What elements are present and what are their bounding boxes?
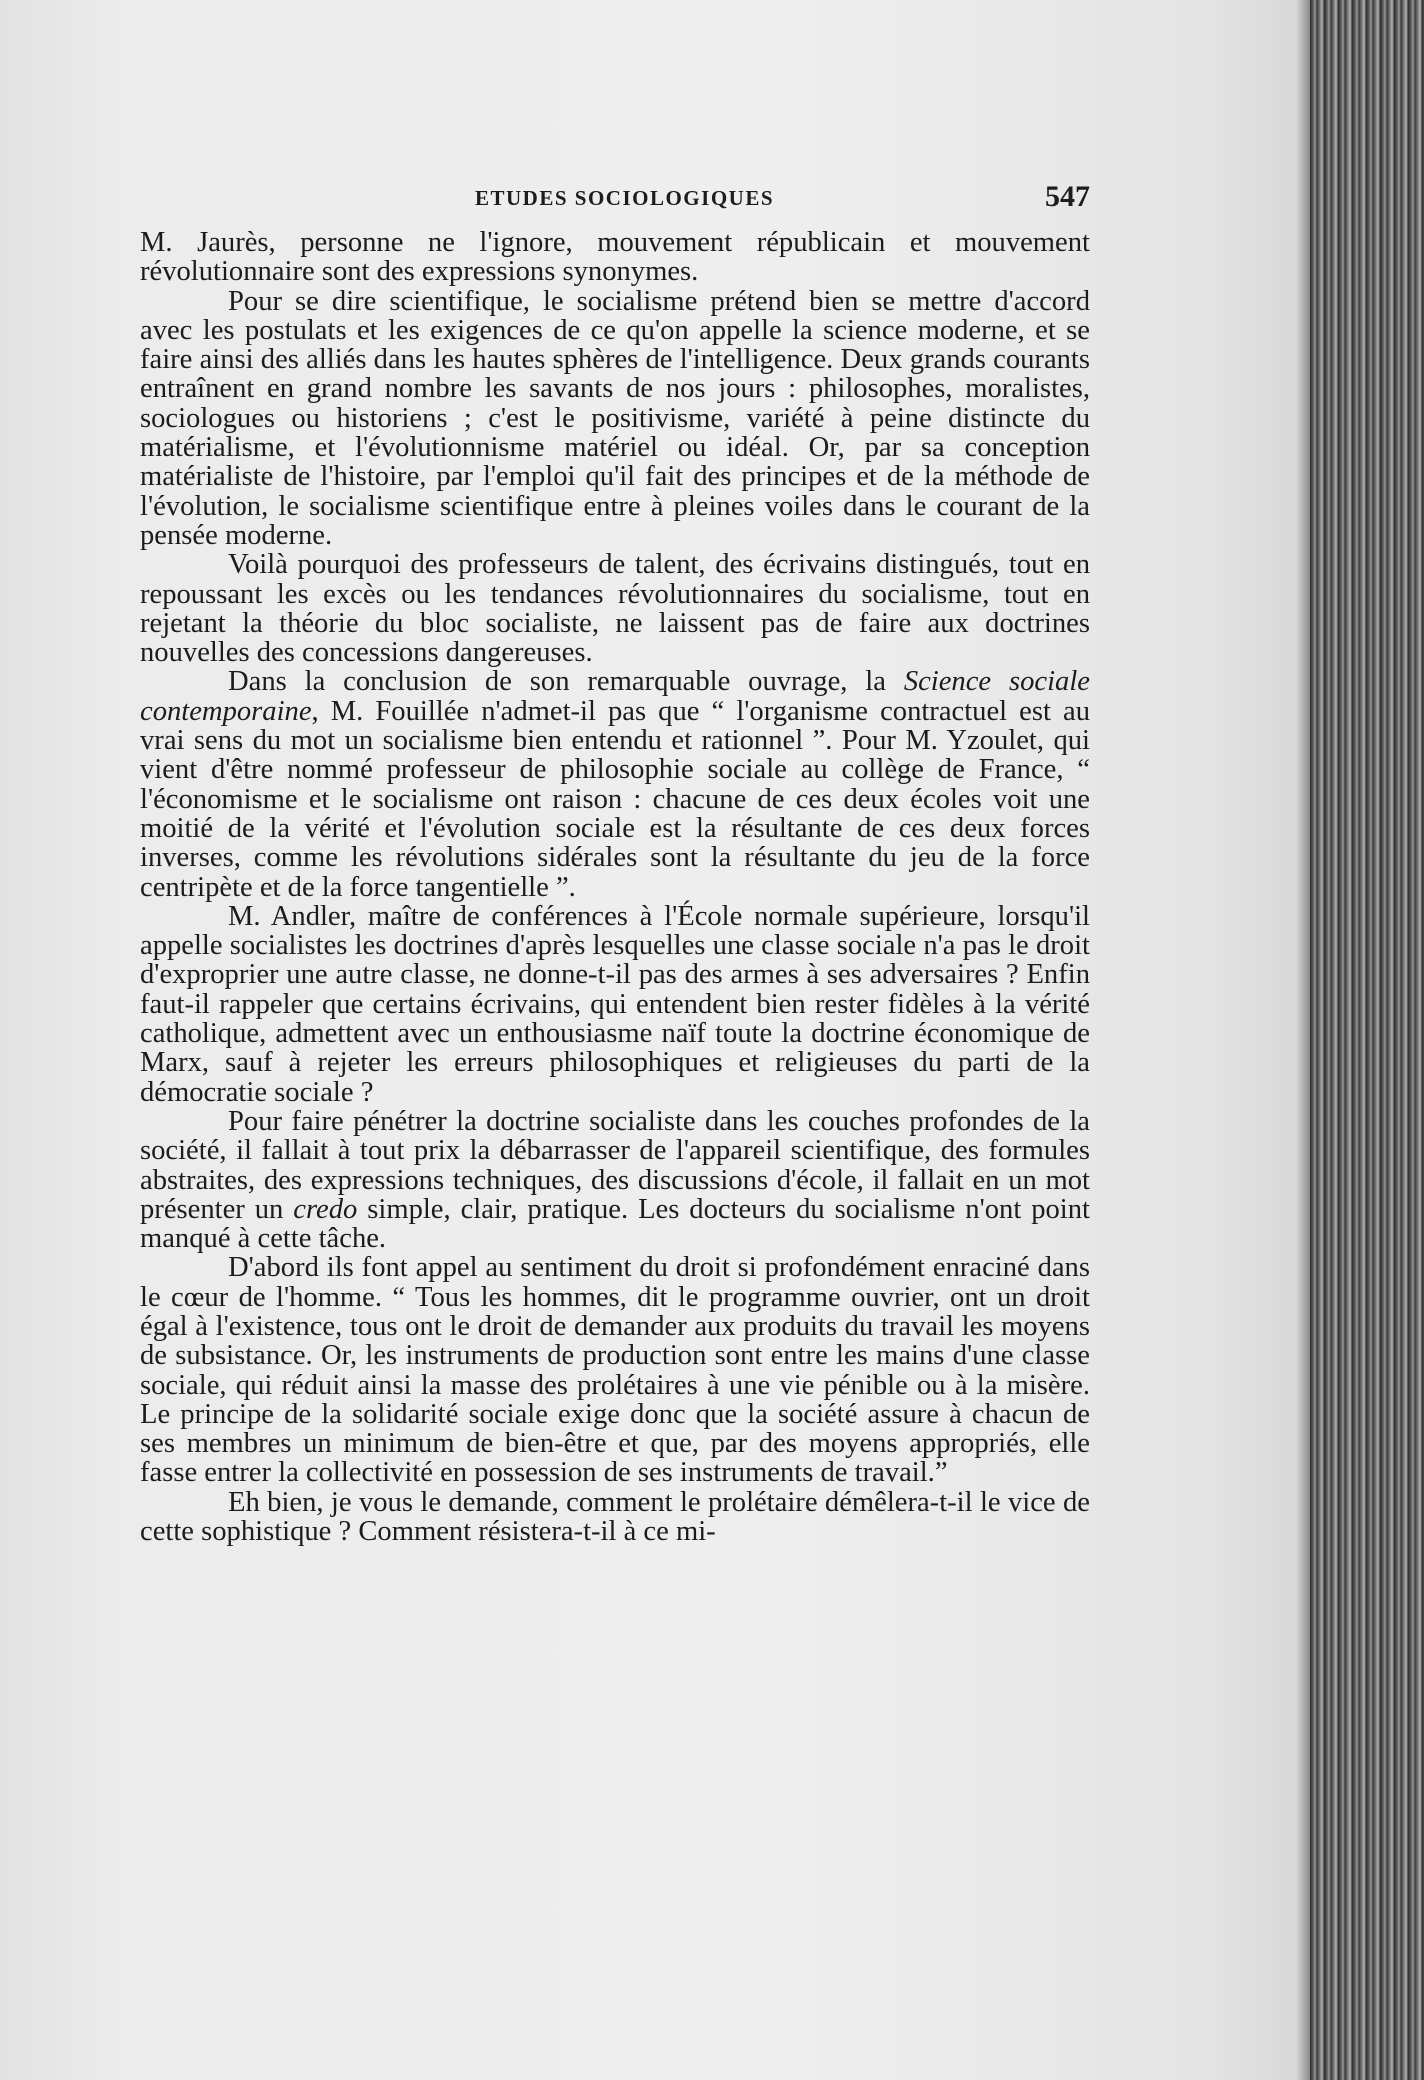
paragraph: D'abord ils font appel au sentiment du droit si profondément enraciné dans le cœur de l'homme. “ Tous les hommes, dit le programme ouvrier, ont un droit égal à l'existence, tous ont le droit de demander aux produits du travail les moyens de subsistance. Or, les instruments de production sont entre les mains d'une classe sociale, qui réduit ainsi la masse des prolétaires à une vie pénible ou à la misère. Le principe de la solidarité sociale exige donc que la société assure à chacun de ses membres un minimum de bien-être et que, par des moyens appropriés, elle fasse entrer la collectivité en possession de ses instruments de travail.” bbox=[140, 1252, 1090, 1489]
paragraph-text: Dans la conclusion de son remarquable ouvrage, la bbox=[228, 666, 904, 698]
paragraph bbox=[140, 1107, 1090, 1253]
book-title: Science sociale contemporaine bbox=[140, 666, 1090, 727]
paragraph: M. Andler, maître de conférences à l'École normale supérieure, lorsqu'il appelle socialistes les doctrines d'après lesquelles une classe sociale n'a pas le droit d'exproprier une autre classe, ne donne-t-il pas des armes à ses adversaires ? Enfin faut-il rappeler que certains écrivains, qui entendent bien rester fidèles à la vérité catholique, admettent avec un enthousiasme naïf toute la doctrine économique de Marx, sauf à rejeter les erreurs philosophiques et religieuses du parti de la démocratie sociale ? bbox=[140, 900, 1090, 1108]
paragraph-text: , M. Fouillée n'admet-il pas que “ l'organisme contractuel est au vrai sens du mot un socialisme bien entendu et rationnel ”. Pour M. Yzoulet, qui vient d'être nommé professeur de philosophie sociale au collège de France, “ l'économisme et le socialisme ont raison : chacune de ces deux écoles voit une moitié de la vérité et l'évolution sociale est la résultante de ces deux forces inverses, comme les révolutions sidérales sont la résultante du jeu de la force centripète et de la force tangentielle ”. bbox=[140, 695, 1090, 903]
paragraph-text: Pour faire pénétrer la doctrine socialiste dans les couches profondes de la société, il fallait à tout prix la débarrasser de l'appareil scientifique, des formules abstraites, des expressions techniques, des discussions d'école, il fallait en un mot présenter un bbox=[140, 1105, 1090, 1225]
paragraph: Pour se dire scientifique, le socialisme prétend bien se mettre d'accord avec les postulats et les exigences de ce qu'on appelle la science moderne, et se faire ainsi des alliés dans les hautes sphères de l'intelligence. Deux grands courants entraînent en grand nombre les savants de nos jours : philosophes, moralistes, sociologues ou historiens ; c'est le positivisme, variété à peine distincte du matérialisme, et l'évolutionnisme matériel ou idéal. Or, par sa conception matérialiste de l'histoire, par l'emploi qu'il fait des principes et de la méthode de l'évolution, le socialisme scientifique entre à pleines voiles dans le courant de la pensée moderne. bbox=[140, 285, 1090, 551]
page-number: 547 bbox=[1045, 180, 1090, 213]
paragraph: M. Jaurès, personne ne l'ignore, mouvement républicain et mouvement révolutionnaire sont des expressions synonymes. bbox=[140, 227, 1090, 288]
body-text bbox=[140, 228, 1090, 1546]
page-header bbox=[140, 180, 1090, 226]
running-head: ETUDES SOCIOLOGIQUES bbox=[475, 186, 775, 210]
paragraph: Eh bien, je vous le demande, comment le prolétaire démêlera-t-il le vice de cette sophistique ? Comment résistera-t-il à ce mi- bbox=[140, 1486, 1090, 1548]
italic-word: credo bbox=[293, 1193, 358, 1225]
paragraph bbox=[140, 667, 1090, 901]
paragraph-text: simple, clair, pratique. Les docteurs du socialisme n'ont point manqué à cette tâche. bbox=[140, 1193, 1090, 1255]
page-edges bbox=[1310, 0, 1424, 2080]
paragraph: Voilà pourquoi des professeurs de talent, des écrivains distingués, tout en repoussant les excès ou les tendances révolutionnaires du socialisme, tout en rejetant la théorie du bloc socialiste, ne laissent pas de faire aux doctrines nouvelles des concessions dangereuses. bbox=[140, 549, 1090, 669]
